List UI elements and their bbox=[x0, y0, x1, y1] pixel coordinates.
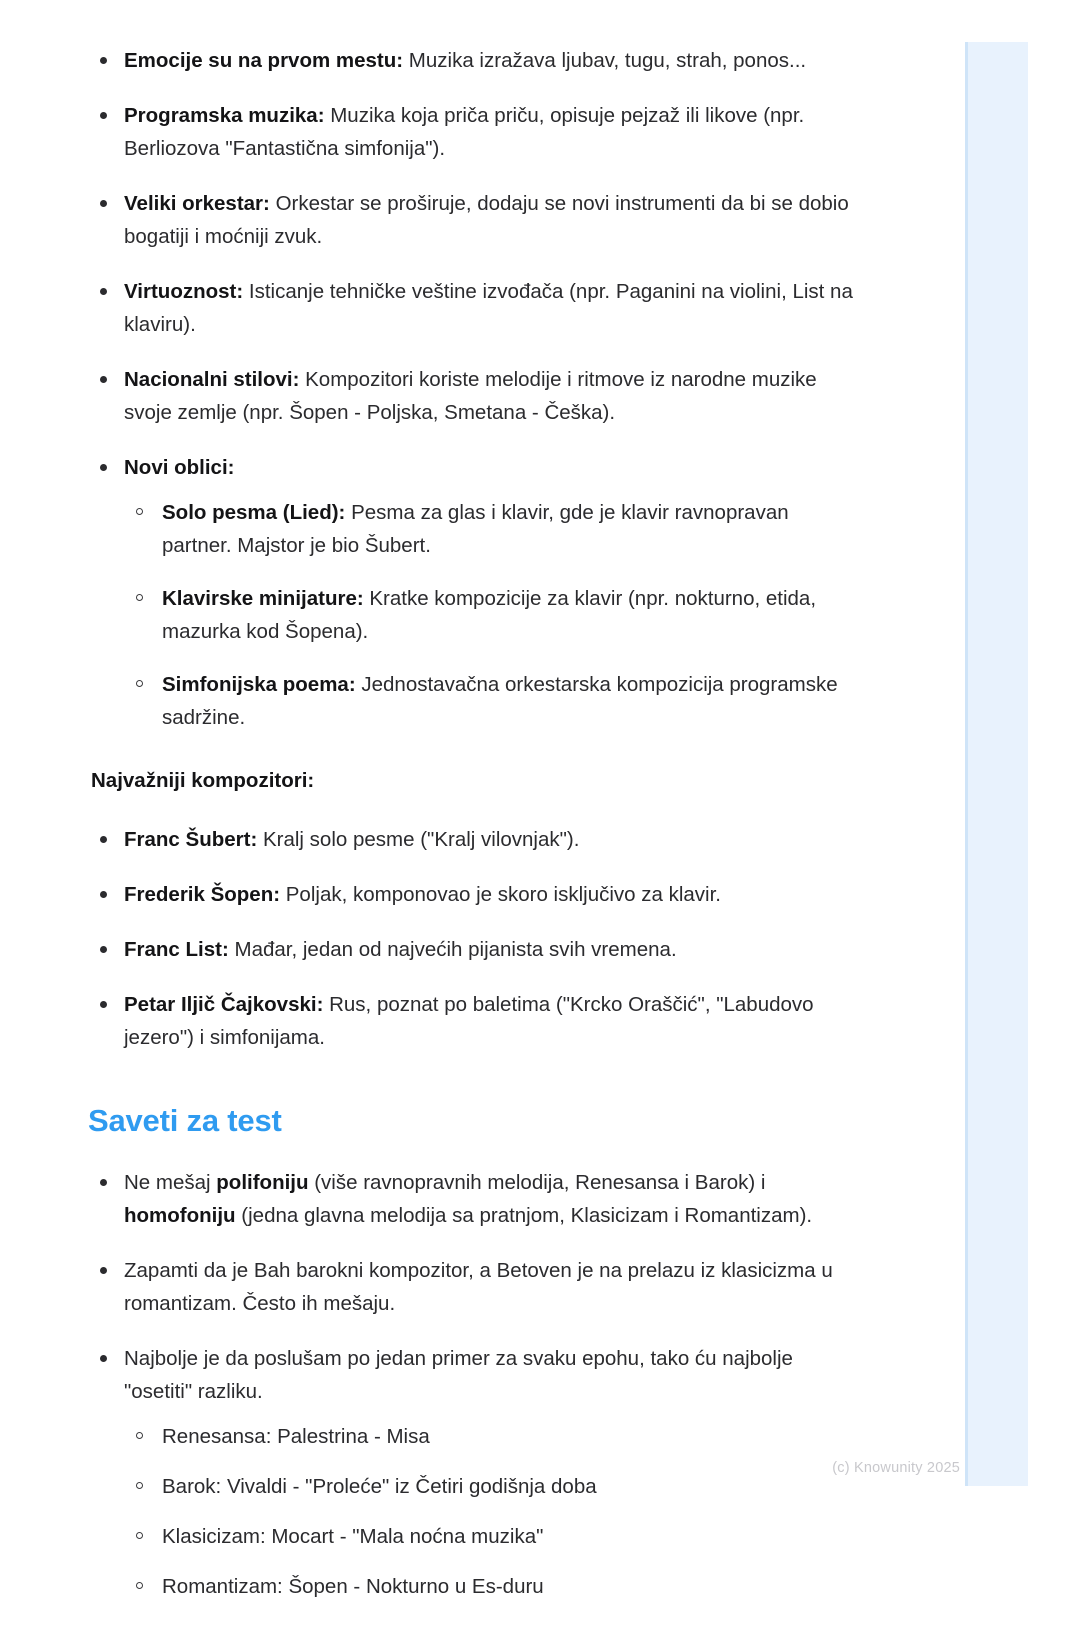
list-item bbox=[88, 988, 858, 1054]
list-item-new-forms bbox=[88, 451, 858, 734]
test-tips-list bbox=[88, 1166, 858, 1603]
list-item-text: Kompozitori koriste melodije i ritmove iz narodne muzike svoje zemlje (npr. Šopen - Poljska, Smetana - Češka). bbox=[124, 368, 817, 424]
list-item-term: Veliki orkestar: bbox=[124, 192, 270, 215]
list-item-text: Orkestar se proširuje, dodaju se novi instrumenti da bi se dobio bogatiji i moćniji zvuk. bbox=[124, 192, 849, 248]
list-item bbox=[88, 878, 858, 911]
list-item-text: Mađar, jedan od najvećih pijanista svih vremena. bbox=[228, 938, 677, 961]
list-item bbox=[88, 1254, 858, 1320]
list-item: Renesansa: Palestrina - Misa bbox=[124, 1420, 858, 1453]
tip-text-part-2: (više ravnopravnih melodija, Renesansa i Barok) i bbox=[308, 1171, 766, 1194]
list-item bbox=[88, 44, 858, 77]
list-item-text: Kralj solo pesme ("Kralj vilovnjak"). bbox=[257, 828, 580, 851]
list-item-text: Kratke kompozicije za klavir (npr. nokturno, etida, mazurka kod Šopena). bbox=[162, 587, 817, 643]
tip-text: Najbolje je da poslušam po jedan primer za svaku epohu, tako ću najbolje "osetiti" razliku. bbox=[124, 1347, 793, 1403]
list-item: Romantizam: Šopen - Nokturno u Es-duru bbox=[124, 1570, 858, 1603]
list-item bbox=[124, 496, 858, 562]
watermark: (c) Knowunity 2025 bbox=[832, 1460, 960, 1476]
right-margin-band bbox=[968, 42, 1028, 1486]
tip-text: Zapamti da je Bah barokni kompozitor, a Betoven je na prelazu iz klasicizma u romantizam. Često ih mešaju. bbox=[124, 1259, 833, 1315]
list-item bbox=[88, 933, 858, 966]
section-heading-saveti-za-test: Saveti za test bbox=[88, 1103, 282, 1138]
list-item bbox=[88, 187, 858, 253]
new-forms-sublist bbox=[124, 496, 858, 734]
list-item bbox=[88, 363, 858, 429]
list-item-term: Emocije su na prvom mestu: bbox=[124, 49, 404, 72]
list-item-text: Muzika koja priča priču, opisuje pejzaž ili likove (npr. Berliozova "Fantastična simfonija"). bbox=[124, 104, 805, 160]
list-item bbox=[88, 99, 858, 165]
tip-text-part-3: (jedna glavna melodija sa pratnjom, Klasicizam i Romantizam). bbox=[235, 1204, 813, 1227]
tip-bold-homofoniju: homofoniju bbox=[124, 1204, 236, 1227]
list-item bbox=[88, 275, 858, 341]
tip-bold-polifoniju: polifoniju bbox=[216, 1171, 309, 1194]
list-item bbox=[88, 1166, 858, 1232]
list-item: Barok: Vivaldi - "Proleće" iz Četiri godišnja doba bbox=[124, 1470, 858, 1503]
composers-list bbox=[88, 823, 858, 1054]
document-content bbox=[88, 44, 858, 1625]
romanticism-characteristics-list bbox=[88, 44, 858, 734]
list-item-term: Petar Iljič Čajkovski: bbox=[124, 993, 324, 1016]
list-item-examples bbox=[88, 1342, 858, 1603]
list-item-term: Frederik Šopen: bbox=[124, 883, 281, 906]
list-item-term: Franc Šubert: bbox=[124, 828, 258, 851]
list-item-term: Simfonijska poema: bbox=[162, 673, 356, 696]
list-item-term: Klavirske minijature: bbox=[162, 587, 364, 610]
examples-sublist bbox=[124, 1420, 858, 1603]
list-item-text: Jednostavačna orkestarska kompozicija programske sadržine. bbox=[162, 673, 838, 729]
list-item bbox=[124, 668, 858, 734]
list-item: Klasicizam: Mocart - "Mala noćna muzika" bbox=[124, 1520, 858, 1553]
list-item-text: Pesma za glas i klavir, gde je klavir ravnopravan partner. Majstor je bio Šubert. bbox=[162, 501, 789, 557]
list-item-term: Novi oblici: bbox=[124, 456, 235, 479]
list-item-text: Muzika izražava ljubav, tugu, strah, ponos... bbox=[403, 49, 807, 72]
list-item bbox=[124, 582, 858, 648]
list-item-term: Franc List: bbox=[124, 938, 229, 961]
list-item-text: Poljak, komponovao je skoro isključivo za klavir. bbox=[280, 883, 722, 906]
list-item-term: Solo pesma (Lied): bbox=[162, 501, 346, 524]
tip-text-part-1: Ne mešaj bbox=[124, 1171, 217, 1194]
list-item-text: Isticanje tehničke veštine izvođača (npr. Paganini na violini, List na klaviru). bbox=[124, 280, 853, 336]
list-item bbox=[88, 823, 858, 856]
composers-heading: Najvažniji kompozitori: bbox=[91, 769, 315, 792]
list-item-term: Virtuoznost: bbox=[124, 280, 244, 303]
list-item-text: Rus, poznat po baletima ("Krcko Oraščić", "Labudovo jezero") i simfonijama. bbox=[124, 993, 814, 1049]
list-item-term: Programska muzika: bbox=[124, 104, 325, 127]
right-margin-band-edge bbox=[965, 42, 968, 1486]
list-item-term: Nacionalni stilovi: bbox=[124, 368, 300, 391]
